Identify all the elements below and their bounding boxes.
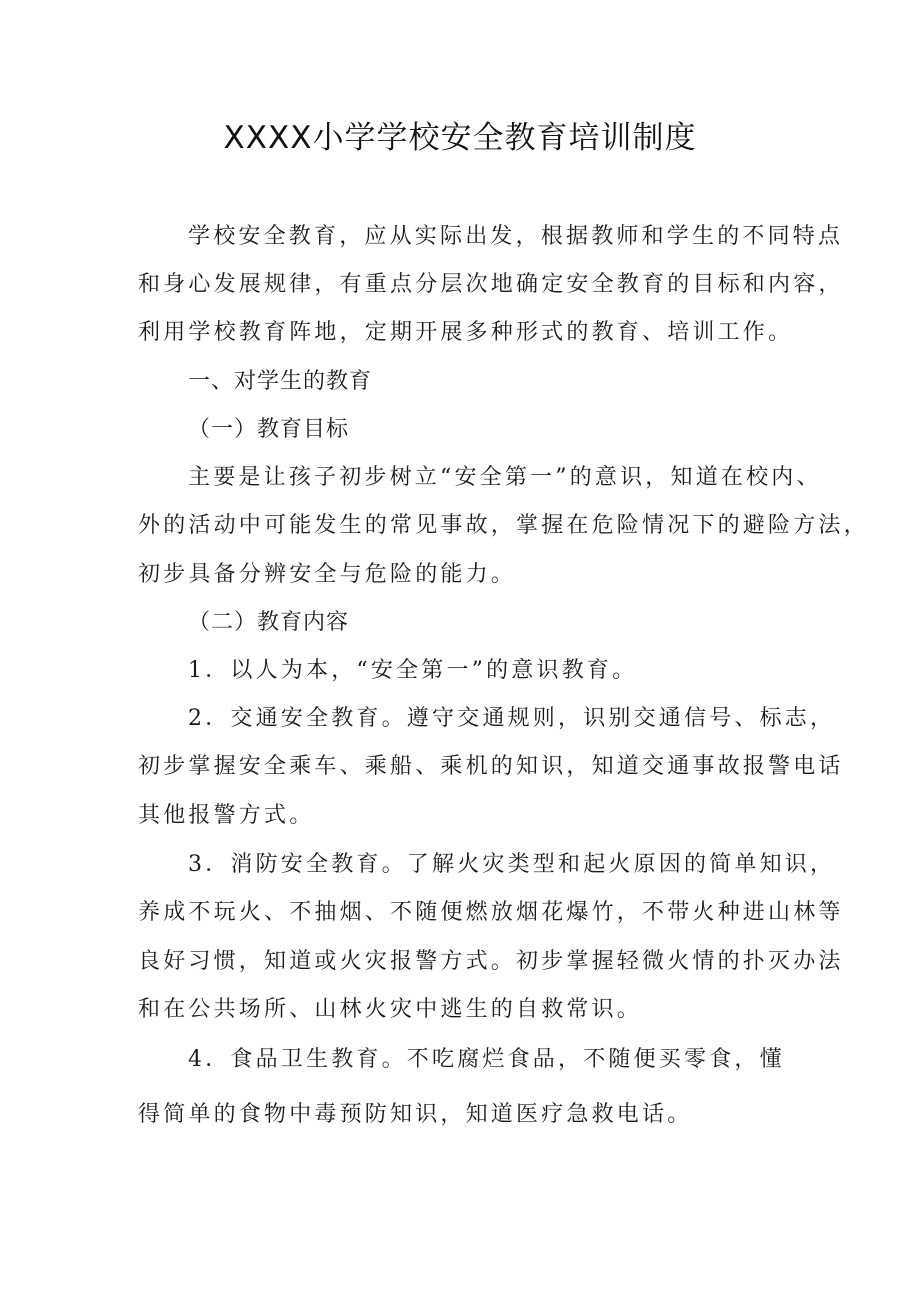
item-4-line-1: 4．食品卫生教育。不吃腐烂食品，不随便买零食，懂 [188,1047,785,1072]
item-1-line-1: 1．以人为本，“安全第一”的意识教育。 [188,658,638,683]
item-2-line-1: 2．交通安全教育。遵守交通规则，识别交通信号、标志， [188,706,836,731]
intro-line-2: 和身心发展规律，有重点分层次地确定安全教育的目标和内容， [138,272,844,297]
item-2-line-2: 初步掌握安全乘车、乘船、乘机的知识，知道交通事故报警电话 [138,754,844,779]
item-3-line-1: 3．消防安全教育。了解火灾类型和起火原因的简单知识， [188,852,836,877]
intro-line-3: 利用学校教育阵地，定期开展多种形式的教育、培训工作。 [138,320,794,345]
item-2-line-3: 其他报警方式。 [138,803,315,828]
goal-line-3: 初步具备分辨安全与危险的能力。 [138,562,517,587]
item-4-line-2: 得简单的食物中毒预防知识，知道医疗急救电话。 [138,1102,693,1127]
intro-line-1: 学校安全教育，应从实际出发，根据教师和学生的不同特点 [188,224,844,249]
document-title: XXXX小学学校安全教育培训制度 [223,120,697,156]
goal-line-2: 外的活动中可能发生的常见事故，掌握在危险情况下的避险方法， [138,513,869,538]
section-heading-students: 一、对学生的教育 [188,369,373,394]
item-3-line-4: 和在公共场所、山林火灾中逃生的自救常识。 [138,997,643,1022]
item-3-line-3: 良好习惯，知道或火灾报警方式。初步掌握轻微火情的扑灭办法 [138,949,844,974]
item-3-line-2: 养成不玩火、不抽烟、不随便燃放烟花爆竹，不带火种进山林等 [138,900,844,925]
subheading-goals: （一）教育目标 [188,417,350,442]
subheading-content: （二）教育内容 [188,610,350,635]
goal-line-1: 主要是让孩子初步树立“安全第一”的意识，知道在校内、 [188,465,822,490]
